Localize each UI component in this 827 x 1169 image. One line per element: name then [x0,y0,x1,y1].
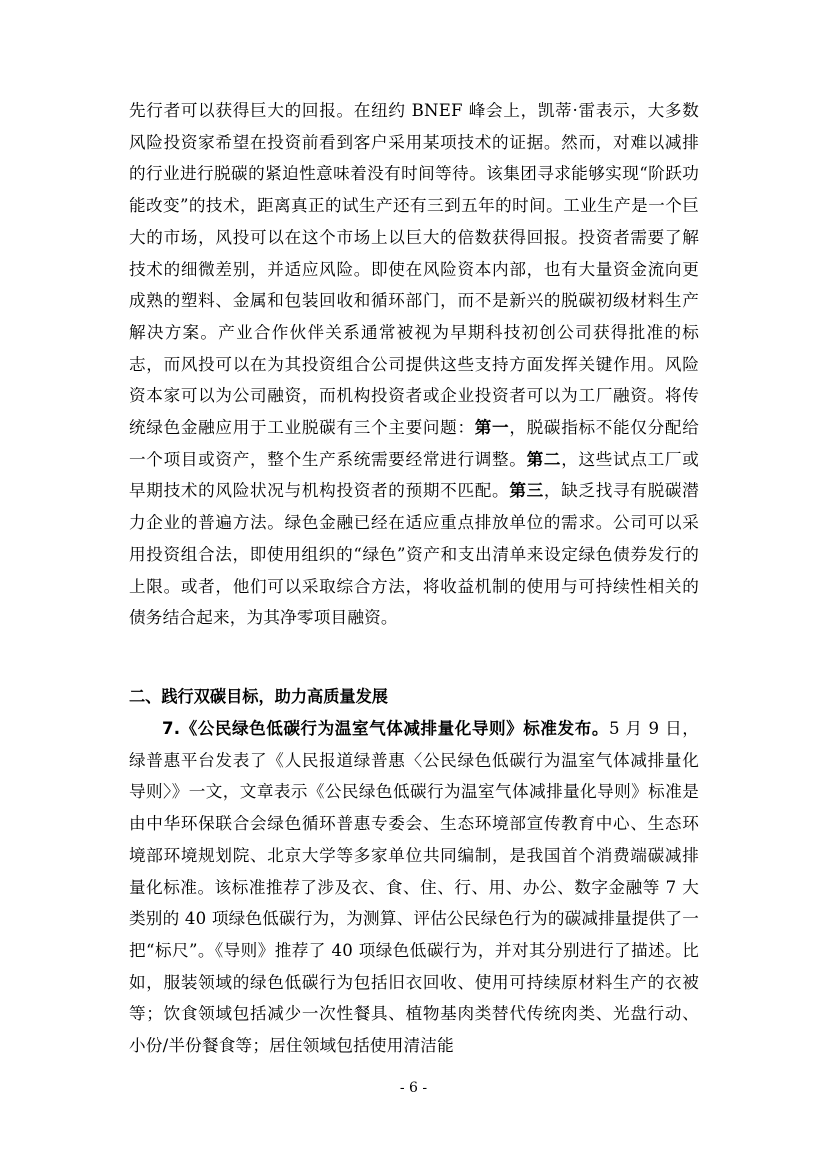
paragraph-text: ，缺乏找寻有脱碳潜力企业的普遍方法。绿色金融已经在适应重点排放单位的需求。公司可以采用投资组合法，即使用组织的“绿色”资产和支出清单来设定绿色债券发行的上限。或者，他们可以采取综合方法，将收益机制的使用与可持续性相关的债务结合起来，为其净零项目融资。 [129,481,699,628]
page-number: - 6 - [399,1080,428,1096]
paragraph-text: ，这些试点工厂或早期技术的风险状况与机构投资者的预期不匹配。 [129,449,699,501]
paragraph-text: 5 月 9 日，绿普惠平台发表了《人民报道绿普惠〈公民绿色低碳行为温室气体减排量化导则〉》一文，文章表示《公民绿色低碳行为温室气体减排量化导则》标准是由中华环保联合会绿色循环普惠专委会、生态环境部宣传教育中心、生态环境部环境规划院、北京大学等多家单位共同编制，是我国首个消费端碳减排量化标准。该标准推荐了涉及衣、食、住、行、用、办公、数字金融等 7 大类别的 40 项绿色低碳行为，为测算、评估公民绿色行为的碳减排量提供了一把“标尺”。《导则》推荐了 40 项绿色低碳行为，并对其分别进行了描述。比如，服装领域的绿色低碳行为包括旧衣回收、使用可持续原材料生产的衣被等；饮食领域包括减少一次性餐具、植物基肉类替代传统肉类、光盘行动、小份/半份餐食等；居住领域包括使用清洁能 [129,719,699,1056]
paragraph-text: 先行者可以获得巨大的回报。在纽约 BNEF 峰会上，凯蒂·雷表示，大多数风险投资家希望在投资前看到客户采用某项技术的证据。然而，对难以减排的行业进行脱碳的紧迫性意味着没有时间等待。该集团寻求能够实现“阶跃功能改变”的技术，距离真正的试生产还有三到五年的时间。工业生产是一个巨大的市场，风投可以在这个市场上以巨大的倍数获得回报。投资者需要了解技术的细微差别，并适应风险。即使在风险资本内部，也有大量资金流向更成熟的塑料、金属和包装回收和循环部门，而不是新兴的脱碳初级材料生产解决方案。产业合作伙伴关系通常被视为早期科技初创公司获得批准的标志，而风投可以在为其投资组合公司提供这些支持方面发挥关键作用。风险资本家可以为公司融资，而机构投资者或企业投资者可以为工厂融资。将传统绿色金融应用于工业脱碳有三个主要问题： [129,101,699,438]
third-point-label: 第三 [509,481,544,501]
item-title: 7.《公民绿色低碳行为温室气体减排量化导则》标准发布。 [162,719,609,738]
second-point-label: 第二 [526,449,562,469]
first-point-label: 第一 [474,417,510,438]
body-paragraph [129,95,699,634]
body-paragraph [129,713,699,1062]
section-heading: 二、践行双碳目标，助力高质量发展 [129,687,388,706]
paragraph-text: ，脱碳指标不能仅分配给一个项目或资产，整个生产系统需要经常进行调整。 [129,418,699,469]
